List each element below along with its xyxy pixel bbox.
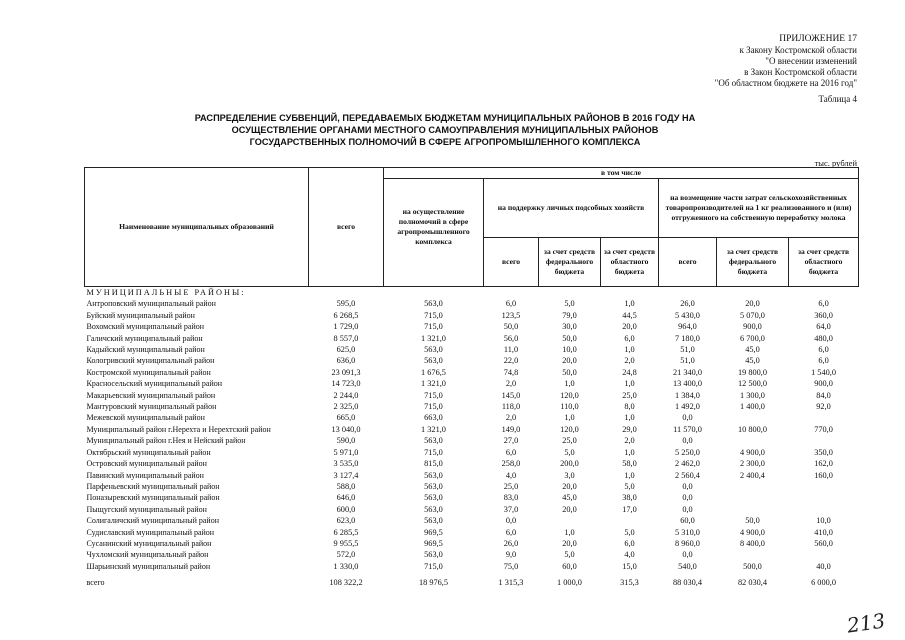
cell-agro: 563,0	[424, 504, 443, 514]
cell-agro: 563,0	[424, 550, 443, 560]
table-body	[85, 287, 859, 589]
cell-household-total: 123,5	[501, 310, 521, 320]
cell-milk-total: 540,0	[678, 561, 697, 571]
cell-milk-regional: 1 540,0	[811, 367, 836, 377]
cell-name: Буйский муниципальный район	[86, 310, 195, 320]
cell-milk-total: 11 570,0	[673, 424, 702, 434]
column-header-milk: на возмещение части затрат сельскохозяйственных товаропроизводителей на 1 кг реализованного и (или) отгруженного на собственную переработку молока	[659, 179, 859, 238]
cell-name: Пыщугский муниципальный район	[86, 504, 207, 514]
table-row	[85, 355, 859, 366]
table-row	[85, 321, 859, 332]
cell-total: 1 330,0	[333, 561, 359, 571]
table-row	[85, 527, 859, 538]
cell-name: Сусанинский муниципальный район	[86, 538, 212, 548]
cell-household-federal: 20,0	[562, 356, 577, 366]
cell-household-regional: 5,0	[624, 481, 635, 491]
section-row	[85, 287, 859, 299]
cell-household-total: 145,0	[501, 390, 521, 400]
cell-agro: 815,0	[424, 459, 443, 469]
cell-total: 3 127,4	[333, 470, 359, 480]
cell-household-total: 37,0	[503, 504, 519, 514]
cell-household-federal: 10,0	[562, 345, 577, 355]
cell-total: 6 285,5	[333, 527, 359, 537]
cell-milk-regional: 6 000,0	[811, 578, 836, 588]
cell-household-regional: 4,0	[624, 550, 635, 560]
cell-agro: 663,0	[424, 413, 443, 423]
cell-household-total: 22,0	[503, 356, 519, 366]
page-number: 213	[845, 608, 887, 638]
column-header-household-total: всего	[484, 238, 539, 287]
cell-household-regional	[601, 515, 659, 526]
cell-household-regional: 44,5	[622, 310, 637, 320]
cell-household-federal: 5,0	[564, 447, 575, 457]
cell-milk-regional: 360,0	[814, 310, 833, 320]
cell-milk-regional: 162,0	[814, 459, 833, 469]
cell-milk-regional: 6,0	[818, 356, 829, 366]
cell-name: всего	[86, 578, 105, 588]
cell-total: 665,0	[336, 413, 356, 423]
column-header-agro: на осуществление полномочий в сфере агропромышленного комплекса	[384, 179, 484, 287]
table-row	[85, 538, 859, 549]
cell-household-regional: 1,0	[624, 379, 635, 389]
cell-total: 6 268,5	[333, 310, 359, 320]
cell-agro: 563,0	[424, 493, 443, 503]
cell-milk-federal: 1 300,0	[740, 390, 765, 400]
appendix-header	[715, 34, 857, 89]
cell-milk-federal: 50,0	[745, 516, 760, 526]
cell-household-regional: 2,0	[624, 436, 635, 446]
cell-agro: 563,0	[424, 356, 443, 366]
cell-milk-federal	[717, 435, 789, 446]
table-row	[85, 401, 859, 412]
cell-total: 108 322,2	[329, 578, 363, 588]
cell-household-regional: 6,0	[624, 333, 635, 343]
subsidy-table	[84, 167, 859, 589]
column-header-including: в том числе	[384, 168, 859, 179]
cell-household-total: 6,0	[505, 299, 517, 309]
column-header-household: на поддержку личных подсобных хозяйств	[484, 179, 659, 238]
cell-milk-federal	[717, 492, 789, 503]
cell-milk-federal: 2 300,0	[740, 459, 765, 469]
cell-milk-regional: 64,0	[816, 322, 831, 332]
cell-name: Парфеньевский муниципальный район	[86, 481, 220, 491]
cell-milk-total: 5 250,0	[675, 447, 700, 457]
table-row	[85, 344, 859, 355]
cell-name: Муниципальный район г.Нерехта и Нерехтский район	[86, 424, 271, 434]
cell-household-federal: 30,0	[562, 322, 577, 332]
cell-milk-regional	[789, 412, 859, 423]
cell-household-federal: 50,0	[562, 333, 577, 343]
cell-household-federal: 20,0	[562, 481, 577, 491]
cell-milk-total: 0,0	[682, 413, 693, 423]
cell-household-federal	[539, 515, 601, 526]
table-row	[85, 310, 859, 321]
cell-agro: 563,0	[424, 299, 443, 309]
cell-name: Муниципальный район г.Нея и Нейский район	[86, 436, 246, 446]
cell-agro: 969,5	[424, 527, 443, 537]
title-line: ОСУЩЕСТВЛЕНИЕ ОРГАНАМИ МЕСТНОГО САМОУПРАВЛЕНИЯ МУНИЦИПАЛЬНЫХ РАЙОНОВ	[231, 125, 659, 135]
cell-milk-total: 0,0	[682, 493, 693, 503]
cell-milk-federal: 82 030,4	[737, 578, 768, 588]
cell-total: 600,0	[336, 504, 356, 514]
table-row	[85, 458, 859, 469]
cell-household-federal: 79,0	[562, 310, 577, 320]
table-row	[85, 390, 859, 401]
cell-household-regional: 1,0	[624, 413, 635, 423]
cell-milk-federal: 45,0	[745, 345, 760, 355]
cell-household-regional: 1,0	[624, 470, 635, 480]
cell-milk-total: 8 960,0	[675, 538, 700, 548]
cell-total: 14 723,0	[331, 379, 361, 389]
cell-milk-regional: 900,0	[814, 379, 833, 389]
cell-household-federal: 5,0	[564, 550, 575, 560]
cell-agro: 563,0	[424, 481, 443, 491]
cell-total: 5 971,0	[333, 447, 359, 457]
cell-name: Красносельский муниципальный район	[86, 379, 223, 389]
cell-agro: 563,0	[424, 345, 443, 355]
cell-household-regional: 17,0	[622, 504, 637, 514]
cell-household-federal: 45,0	[562, 493, 577, 503]
cell-household-regional: 1,0	[624, 447, 635, 457]
cell-household-total: 27,0	[503, 436, 519, 446]
cell-total: 23 091,3	[331, 367, 361, 377]
cell-milk-total: 0,0	[682, 481, 693, 491]
cell-milk-total: 964,0	[678, 322, 697, 332]
cell-household-federal: 200,0	[560, 459, 579, 469]
cell-household-regional: 38,0	[622, 493, 637, 503]
cell-milk-total: 5 430,0	[675, 310, 700, 320]
cell-agro: 715,0	[424, 402, 443, 412]
cell-milk-regional: 160,0	[814, 470, 833, 480]
cell-milk-federal: 5 070,0	[740, 310, 765, 320]
column-header-name: Наименование муниципальных образований	[85, 168, 309, 287]
cell-household-total: 118,0	[501, 402, 521, 412]
cell-total: 572,0	[336, 550, 356, 560]
cell-household-federal: 25,0	[562, 436, 577, 446]
cell-agro: 1 321,0	[421, 424, 446, 434]
cell-household-regional: 20,0	[622, 322, 637, 332]
table-row	[85, 515, 859, 526]
cell-household-federal: 120,0	[560, 424, 579, 434]
cell-milk-regional: 40,0	[816, 561, 831, 571]
table-row	[85, 435, 859, 446]
cell-name: Кадыйский муниципальный район	[86, 345, 205, 355]
cell-household-federal: 20,0	[562, 504, 577, 514]
cell-household-regional: 315,3	[620, 578, 639, 588]
cell-milk-federal: 2 400,4	[740, 470, 765, 480]
cell-household-federal: 1 000,0	[557, 578, 582, 588]
cell-name: Солигаличский муниципальный район	[86, 516, 219, 526]
total-row	[85, 572, 859, 588]
cell-milk-total: 1 384,0	[675, 390, 700, 400]
cell-agro: 715,0	[424, 447, 443, 457]
cell-household-federal: 110,0	[560, 402, 579, 412]
cell-household-total: 6,0	[505, 447, 517, 457]
cell-milk-federal: 12 500,0	[737, 379, 768, 389]
cell-name: Галичский муниципальный район	[86, 333, 203, 343]
cell-milk-total: 60,0	[680, 516, 695, 526]
cell-agro: 563,0	[424, 470, 443, 480]
cell-milk-federal	[717, 549, 789, 560]
cell-household-total: 74,8	[503, 367, 519, 377]
cell-milk-regional: 410,0	[814, 527, 833, 537]
cell-milk-total: 7 180,0	[675, 333, 700, 343]
units-label: тыс. рублей	[814, 158, 857, 168]
cell-milk-total: 0,0	[682, 504, 693, 514]
cell-household-federal: 60,0	[562, 561, 577, 571]
cell-household-regional: 8,0	[624, 402, 635, 412]
cell-household-total: 4,0	[505, 470, 517, 480]
cell-household-total: 149,0	[501, 424, 521, 434]
cell-total: 588,0	[336, 481, 356, 491]
cell-agro: 18 976,5	[418, 578, 449, 588]
cell-milk-regional: 480,0	[814, 333, 833, 343]
cell-milk-regional: 6,0	[818, 299, 829, 309]
cell-household-total: 0,0	[505, 516, 517, 526]
cell-milk-total: 51,0	[680, 356, 695, 366]
cell-household-total: 258,0	[501, 459, 521, 469]
cell-household-total: 75,0	[503, 561, 519, 571]
column-header-household-federal: за счет средств федерального бюджета	[539, 238, 601, 287]
cell-milk-regional	[789, 504, 859, 515]
cell-milk-federal: 19 800,0	[737, 367, 768, 377]
table-row	[85, 447, 859, 458]
table-row	[85, 378, 859, 389]
column-header-milk-total: всего	[659, 238, 717, 287]
cell-total: 590,0	[336, 436, 356, 446]
cell-household-regional: 15,0	[622, 561, 637, 571]
cell-agro: 969,5	[424, 538, 443, 548]
cell-total: 623,0	[336, 516, 356, 526]
cell-agro: 715,0	[424, 310, 443, 320]
cell-milk-total: 5 310,0	[675, 527, 700, 537]
cell-milk-federal	[717, 412, 789, 423]
cell-total: 13 040,0	[331, 424, 361, 434]
cell-milk-regional	[789, 492, 859, 503]
cell-household-total: 83,0	[503, 493, 519, 503]
cell-milk-regional: 560,0	[814, 538, 833, 548]
cell-milk-regional: 84,0	[816, 390, 831, 400]
cell-total: 595,0	[336, 299, 356, 309]
cell-milk-federal: 1 400,0	[740, 402, 765, 412]
cell-milk-total: 26,0	[680, 299, 695, 309]
cell-agro: 715,0	[424, 322, 443, 332]
cell-name: Вохомский муниципальный район	[86, 322, 205, 332]
table-row	[85, 481, 859, 492]
cell-milk-total: 1 492,0	[675, 402, 700, 412]
cell-name: Чухломский муниципальный район	[86, 550, 209, 560]
cell-household-federal: 120,0	[560, 390, 579, 400]
title-line: ГОСУДАРСТВЕННЫХ ПОЛНОМОЧИЙ В СФЕРЕ АГРОПРОМЫШЛЕННОГО КОМПЛЕКСА	[249, 137, 641, 147]
cell-milk-federal	[717, 481, 789, 492]
cell-milk-federal: 20,0	[745, 299, 760, 309]
cell-total: 3 535,0	[333, 459, 359, 469]
cell-name: Судиславский муниципальный район	[86, 527, 215, 537]
cell-milk-regional	[789, 549, 859, 560]
cell-milk-regional: 6,0	[818, 345, 829, 355]
cell-milk-federal: 4 900,0	[740, 527, 765, 537]
cell-milk-total: 88 030,4	[672, 578, 703, 588]
document-title	[150, 112, 740, 148]
cell-agro: 1 321,0	[421, 333, 446, 343]
cell-agro: 715,0	[424, 390, 443, 400]
cell-household-total: 25,0	[503, 481, 519, 491]
cell-household-total: 2,0	[505, 413, 517, 423]
cell-household-total: 56,0	[503, 333, 519, 343]
cell-total: 1 729,0	[333, 322, 359, 332]
cell-total: 2 325,0	[333, 402, 359, 412]
cell-name: Костромской муниципальный район	[86, 367, 211, 377]
cell-milk-total: 0,0	[682, 550, 693, 560]
cell-milk-total: 13 400,0	[672, 379, 703, 389]
cell-milk-regional	[789, 481, 859, 492]
table-row	[85, 549, 859, 560]
cell-household-federal: 1,0	[564, 379, 575, 389]
cell-total: 625,0	[336, 345, 356, 355]
cell-milk-regional	[789, 435, 859, 446]
cell-name: Поназыревский муниципальный район	[86, 493, 220, 503]
appendix-line: "Об областном бюджете на 2016 год"	[714, 78, 857, 88]
cell-household-federal: 1,0	[564, 413, 575, 423]
cell-milk-federal	[717, 504, 789, 515]
cell-name: Павинский муниципальный район	[86, 470, 204, 480]
appendix-line: к Закону Костромской области	[739, 45, 857, 55]
cell-household-regional: 25,0	[622, 390, 637, 400]
cell-household-total: 26,0	[503, 538, 519, 548]
cell-name: Мантуровский муниципальный район	[86, 402, 217, 412]
cell-name: Межевской муниципальный район	[86, 413, 205, 423]
cell-household-regional: 1,0	[624, 299, 635, 309]
cell-total: 9 955,5	[333, 538, 359, 548]
cell-household-total: 50,0	[503, 322, 519, 332]
cell-household-regional: 1,0	[624, 345, 635, 355]
appendix-line: "О внесении изменений	[765, 56, 857, 66]
cell-total: 2 244,0	[333, 390, 359, 400]
cell-milk-regional: 350,0	[814, 447, 833, 457]
cell-agro: 1 676,5	[421, 367, 446, 377]
cell-household-regional: 24,8	[622, 367, 637, 377]
table-number: Таблица 4	[818, 94, 857, 104]
table-row	[85, 561, 859, 572]
table-row	[85, 367, 859, 378]
cell-milk-regional: 92,0	[816, 402, 831, 412]
table-row	[85, 424, 859, 435]
table-row	[85, 333, 859, 344]
cell-household-total: 11,0	[503, 345, 519, 355]
cell-milk-federal: 4 900,0	[740, 447, 765, 457]
cell-household-total: 9,0	[505, 550, 517, 560]
cell-milk-federal: 500,0	[743, 561, 762, 571]
cell-household-total: 6,0	[505, 527, 517, 537]
cell-name: Шарьинский муниципальный район	[86, 561, 211, 571]
cell-name: Кологривский муниципальный район	[86, 356, 215, 366]
column-header-milk-federal: за счет средств федерального бюджета	[717, 238, 789, 287]
cell-household-regional: 2,0	[624, 356, 635, 366]
cell-agro: 563,0	[424, 436, 443, 446]
cell-milk-federal: 10 800,0	[737, 424, 768, 434]
section-label: МУНИЦИПАЛЬНЫЕ РАЙОНЫ:	[86, 288, 246, 297]
cell-name: Антроповский муниципальный район	[86, 299, 216, 309]
cell-household-total: 1 315,3	[498, 578, 524, 588]
appendix-label: ПРИЛОЖЕНИЕ 17	[779, 34, 857, 44]
cell-milk-total: 21 340,0	[672, 367, 703, 377]
cell-milk-federal: 8 400,0	[740, 538, 765, 548]
cell-milk-total: 0,0	[682, 436, 693, 446]
cell-agro: 1 321,0	[421, 379, 446, 389]
cell-milk-regional: 10,0	[816, 516, 831, 526]
cell-milk-regional: 770,0	[814, 424, 833, 434]
cell-milk-federal: 6 700,0	[740, 333, 765, 343]
column-header-milk-regional: за счет средств областного бюджета	[789, 238, 859, 287]
cell-total: 8 557,0	[333, 333, 359, 343]
cell-milk-total: 51,0	[680, 345, 695, 355]
cell-milk-total: 2 462,0	[675, 459, 700, 469]
column-header-total: всего	[309, 168, 384, 287]
cell-agro: 715,0	[424, 561, 443, 571]
title-line: РАСПРЕДЕЛЕНИЕ СУБВЕНЦИЙ, ПЕРЕДАВАЕМЫХ БЮДЖЕТАМ МУНИЦИПАЛЬНЫХ РАЙОНОВ В 2016 ГОДУ НА	[194, 113, 696, 123]
cell-name: Октябрьский муниципальный район	[86, 447, 211, 457]
cell-milk-federal: 900,0	[743, 322, 762, 332]
table-row	[85, 470, 859, 481]
cell-household-regional: 5,0	[624, 527, 635, 537]
table-row	[85, 412, 859, 423]
cell-household-federal: 3,0	[564, 470, 575, 480]
cell-milk-total: 2 560,4	[675, 470, 700, 480]
cell-agro: 563,0	[424, 516, 443, 526]
cell-name: Островский муниципальный район	[86, 459, 207, 469]
cell-household-regional: 6,0	[624, 538, 635, 548]
cell-household-federal: 20,0	[562, 538, 577, 548]
table-row	[85, 298, 859, 309]
cell-household-total: 2,0	[505, 379, 517, 389]
cell-household-regional: 58,0	[622, 459, 637, 469]
table-row	[85, 504, 859, 515]
cell-household-federal: 1,0	[564, 527, 575, 537]
cell-total: 646,0	[336, 493, 356, 503]
cell-name: Макарьевский муниципальный район	[86, 390, 216, 400]
column-header-household-regional: за счет средств областного бюджета	[601, 238, 659, 287]
cell-household-federal: 50,0	[562, 367, 577, 377]
cell-total: 636,0	[336, 356, 356, 366]
cell-milk-federal: 45,0	[745, 356, 760, 366]
cell-household-regional: 29,0	[622, 424, 637, 434]
table-row	[85, 492, 859, 503]
cell-household-federal: 5,0	[564, 299, 575, 309]
appendix-line: в Закон Костромской области	[744, 67, 857, 77]
